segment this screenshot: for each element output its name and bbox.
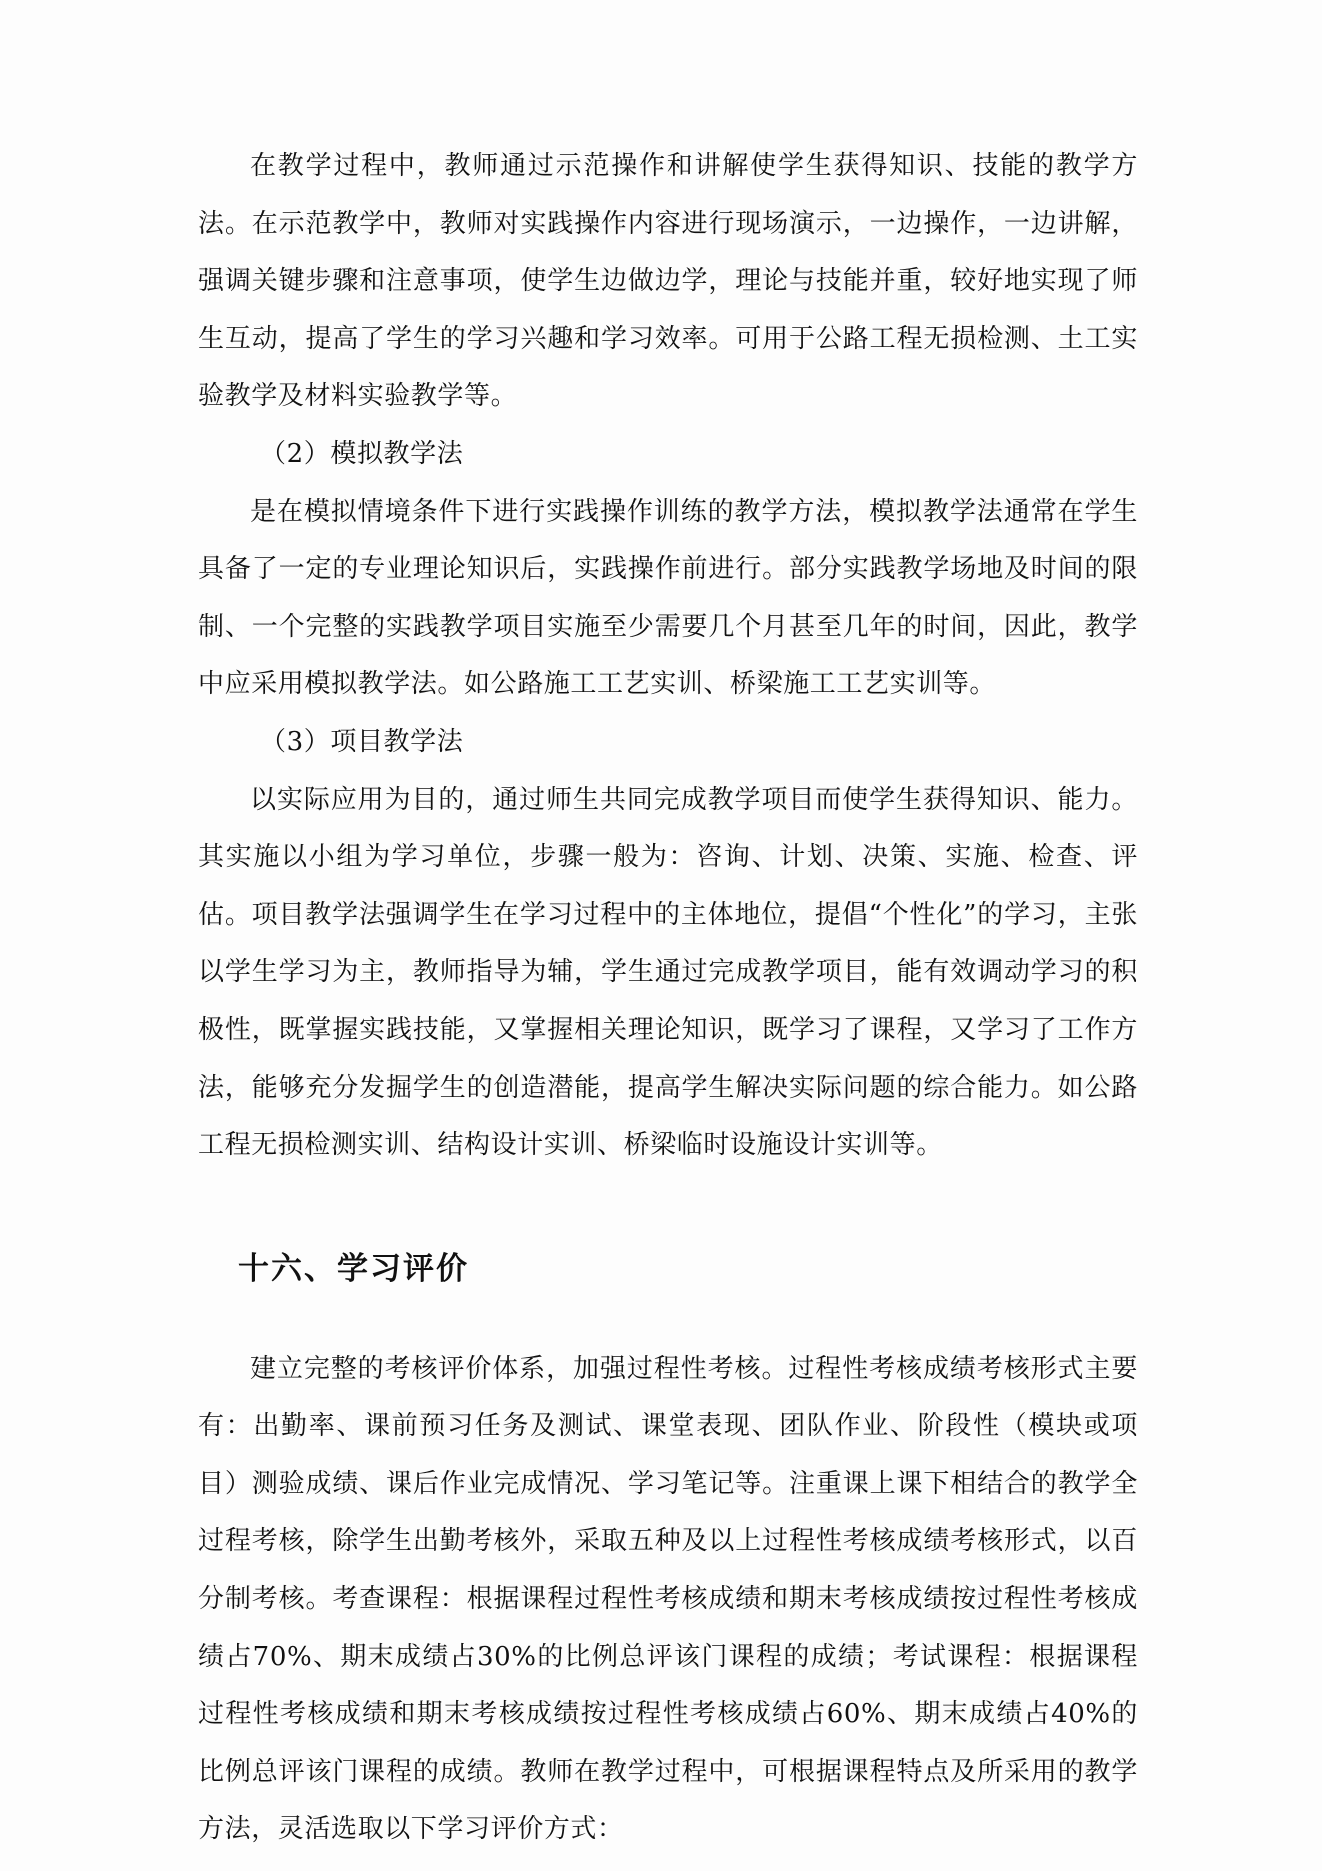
learning-evaluation-paragraph: 建立完整的考核评价体系，加强过程性考核。过程性考核成绩考核形式主要有：出勤率、课前预习任务及测试、课堂表现、团队作业、阶段性（模块或项目）测验成绩、课后作业完成情况、学习笔记等。注重课上课下相结合的教学全过程考核，除学生出勤考核外，采取五种及以上过程性考核成绩考核形式，以百分制考核。考查课程：根据课程过程性考核成绩和期末考核成绩按过程性考核成绩占70%、期末成绩占30%的比例总评该门课程的成绩；考试课程：根据课程过程性考核成绩和期末考核成绩按过程性考核成绩占60%、期末成绩占40%的比例总评该门课程的成绩。教师在教学过程中，可根据课程特点及所采用的教学方法，灵活选取以下学习评价方式：: [198, 1353, 1138, 1845]
section-title-learning-evaluation: 十六、学习评价: [238, 1250, 469, 1287]
page-content: [198, 138, 1138, 1859]
demonstration-method-paragraph: 在教学过程中，教师通过示范操作和讲解使学生获得知识、技能的教学方法。在示范教学中，教师对实践操作内容进行现场演示，一边操作，一边讲解，强调关键步骤和注意事项，使学生边做边学，理论与技能并重，较好地实现了师生互动，提高了学生的学习兴趣和学习效率。可用于公路工程无损检测、土工实验教学及材料实验教学等。: [198, 151, 1138, 412]
project-method-paragraph: 以实际应用为目的，通过师生共同完成教学项目而使学生获得知识、能力。其实施以小组为学习单位，步骤一般为：咨询、计划、决策、实施、检查、评估。项目教学法强调学生在学习过程中的主体地位，提倡“个性化”的学习，主张以学生学习为主，教师指导为辅，学生通过完成教学项目，能有效调动学习的积极性，既掌握实践技能，又掌握相关理论知识，既学习了课程，又学习了工作方法，能够充分发掘学生的创造潜能，提高学生解决实际问题的综合能力。如公路工程无损检测实训、结构设计实训、桥梁临时设施设计实训等。: [198, 784, 1138, 1161]
project-method-heading: （3）项目教学法: [260, 726, 464, 757]
simulation-method-heading: （2）模拟教学法: [260, 438, 464, 469]
simulation-method-paragraph: 是在模拟情境条件下进行实践操作训练的教学方法，模拟教学法通常在学生具备了一定的专业理论知识后，实践操作前进行。部分实践教学场地及时间的限制、一个完整的实践教学项目实施至少需要几个月甚至几年的时间，因此，教学中应采用模拟教学法。如公路施工工艺实训、桥梁施工工艺实训等。: [198, 496, 1138, 700]
